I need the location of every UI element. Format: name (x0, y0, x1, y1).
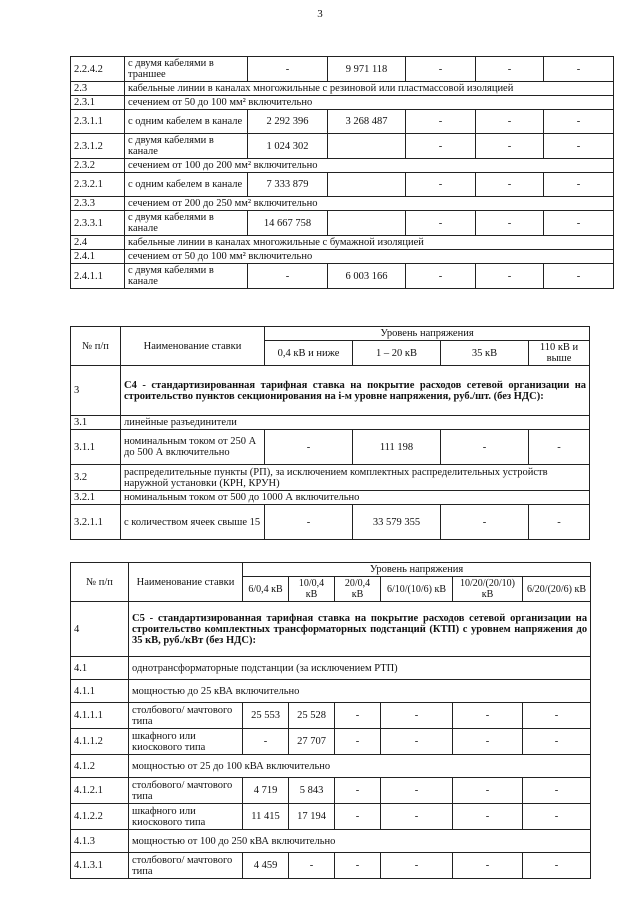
value-cell: - (335, 703, 381, 729)
row-number: 3 (71, 366, 121, 416)
value-cell: - (441, 430, 529, 465)
value-cell: 33 579 355 (353, 505, 441, 540)
value-cell: - (476, 173, 544, 197)
value-cell: 25 528 (289, 703, 335, 729)
section-heading: сечением от 50 до 100 мм² включительно (125, 96, 614, 110)
header-name: Наименование ставки (129, 563, 243, 602)
value-cell: - (523, 729, 591, 755)
section-heading: распределительные пункты (РП), за исключением комплектных распределительных устройств наружной установки (КРН, КРУН) (121, 465, 590, 491)
table-row (71, 657, 591, 680)
value-cell: - (453, 703, 523, 729)
table-row (71, 602, 591, 657)
rate-name: с двумя кабелями в канале (125, 134, 248, 159)
row-number: 4.1.2 (71, 755, 129, 778)
row-number: 4.1.1.1 (71, 703, 129, 729)
value-cell: - (406, 173, 476, 197)
value-cell: - (381, 729, 453, 755)
value-cell: 3 268 487 (328, 110, 406, 134)
value-cell: - (453, 778, 523, 804)
value-cell: - (406, 134, 476, 159)
value-cell: - (265, 430, 353, 465)
row-number: 3.1 (71, 416, 121, 430)
table-row (71, 57, 614, 82)
table-row (71, 236, 614, 250)
value-cell: - (381, 804, 453, 830)
value-cell: 17 194 (289, 804, 335, 830)
value-cell: 9 971 118 (328, 57, 406, 82)
row-number: 4.1 (71, 657, 129, 680)
table-row (71, 778, 591, 804)
table-row (71, 264, 614, 289)
value-cell: - (265, 505, 353, 540)
value-cell: - (335, 853, 381, 879)
rate-name: с двумя кабелями в канале (125, 211, 248, 236)
value-cell: - (523, 853, 591, 879)
cable-lines-table (70, 56, 614, 289)
row-number: 2.3 (71, 82, 125, 96)
rate-name: с одним кабелем в канале (125, 173, 248, 197)
rate-name: с двумя кабелями в траншее (125, 57, 248, 82)
header-voltage-level: Уровень напряжения (243, 563, 591, 577)
header-col: 6/10/(10/6) кВ (381, 577, 453, 602)
rate-name: столбового/ мачтового типа (129, 778, 243, 804)
value-cell: - (476, 57, 544, 82)
table-row (71, 110, 614, 134)
value-cell: 7 333 879 (248, 173, 328, 197)
value-cell: - (248, 57, 328, 82)
value-cell: 6 003 166 (328, 264, 406, 289)
value-cell: - (406, 264, 476, 289)
value-cell: - (406, 57, 476, 82)
value-cell: - (476, 211, 544, 236)
rate-name: с одним кабелем в канале (125, 110, 248, 134)
table-row (71, 82, 614, 96)
header-col: 1 – 20 кВ (353, 341, 441, 366)
row-number: 4.1.1.2 (71, 729, 129, 755)
row-number: 2.3.1 (71, 96, 125, 110)
value-cell: - (453, 804, 523, 830)
table-row (71, 211, 614, 236)
row-number: 3.2.1.1 (71, 505, 121, 540)
rate-name: с двумя кабелями в канале (125, 264, 248, 289)
section-heading: однотрансформаторные подстанции (за исключением РТП) (129, 657, 591, 680)
value-cell: - (453, 729, 523, 755)
section-heading: сечением от 100 до 200 мм² включительно (125, 159, 614, 173)
table-row (71, 703, 591, 729)
rate-name: столбового/ мачтового типа (129, 703, 243, 729)
header-num: № п/п (71, 327, 121, 366)
row-number: 3.1.1 (71, 430, 121, 465)
table-row (71, 505, 590, 540)
row-number: 2.3.2 (71, 159, 125, 173)
rate-name: столбового/ мачтового типа (129, 853, 243, 879)
table-row (71, 729, 591, 755)
value-cell: - (453, 853, 523, 879)
table-row (71, 465, 590, 491)
section-heading: линейные разъединители (121, 416, 590, 430)
value-cell: - (406, 211, 476, 236)
value-cell: - (529, 505, 590, 540)
header-col: 0,4 кВ и ниже (265, 341, 353, 366)
rate-title: С4 - стандартизированная тарифная ставка на покрытие расходов сетевой организации на строительство пунктов секционирования на i-м уровне напряжения, руб./шт. (без НДС): (121, 366, 590, 416)
value-cell: 14 667 758 (248, 211, 328, 236)
table-row (71, 96, 614, 110)
section-heading: сечением от 200 до 250 мм² включительно (125, 197, 614, 211)
value-cell: 111 198 (353, 430, 441, 465)
row-number: 4.1.1 (71, 680, 129, 703)
value-cell: - (381, 778, 453, 804)
value-cell: 25 553 (243, 703, 289, 729)
value-cell: - (289, 853, 335, 879)
value-cell: - (523, 703, 591, 729)
header-col: 6/20/(20/6) кВ (523, 577, 591, 602)
header-col: 20/0,4 кВ (335, 577, 381, 602)
table-row (71, 853, 591, 879)
row-number: 2.3.3 (71, 197, 125, 211)
header-col: 35 кВ (441, 341, 529, 366)
value-cell: - (441, 505, 529, 540)
value-cell: 2 292 396 (248, 110, 328, 134)
section-heading: кабельные линии в каналах многожильные с резиновой или пластмассовой изоляцией (125, 82, 614, 96)
value-cell: - (381, 853, 453, 879)
value-cell: 4 459 (243, 853, 289, 879)
row-number: 4.1.2.1 (71, 778, 129, 804)
value-cell: - (476, 134, 544, 159)
row-number: 4.1.2.2 (71, 804, 129, 830)
value-cell: - (248, 264, 328, 289)
rate-title: С5 - стандартизированная тарифная ставка на покрытие расходов сетевой организации на строительство комплектных трансформаторных подстанций (КТП) с уровнем напряжения до 35 кВ, руб./кВт (без НДС): (129, 602, 591, 657)
value-cell: - (544, 264, 614, 289)
value-cell: - (243, 729, 289, 755)
table-row (71, 366, 590, 416)
transformer-substations-table (70, 562, 591, 879)
page-number: 3 (317, 8, 323, 20)
rate-name: шкафного или киоскового типа (129, 729, 243, 755)
row-number: 3.2 (71, 465, 121, 491)
value-cell: - (544, 211, 614, 236)
value-cell: 5 843 (289, 778, 335, 804)
value-cell: - (544, 173, 614, 197)
value-cell: - (335, 778, 381, 804)
value-cell: - (544, 57, 614, 82)
value-cell (328, 173, 406, 197)
section-heading: мощностью до 25 кВА включительно (129, 680, 591, 703)
section-heading: мощностью от 25 до 100 кВА включительно (129, 755, 591, 778)
value-cell: 27 707 (289, 729, 335, 755)
header-col: 6/0,4 кВ (243, 577, 289, 602)
row-number: 4.1.3 (71, 830, 129, 853)
table-row (71, 830, 591, 853)
row-number: 2.3.3.1 (71, 211, 125, 236)
row-number: 2.4.1 (71, 250, 125, 264)
value-cell (328, 134, 406, 159)
value-cell: - (523, 778, 591, 804)
row-number: 2.4.1.1 (71, 264, 125, 289)
table-row (71, 134, 614, 159)
row-number: 3.2.1 (71, 491, 121, 505)
value-cell: - (381, 703, 453, 729)
table-row (71, 804, 591, 830)
row-number: 2.4 (71, 236, 125, 250)
value-cell: - (544, 110, 614, 134)
row-number: 2.3.2.1 (71, 173, 125, 197)
header-col: 110 кВ и выше (529, 341, 590, 366)
value-cell: - (544, 134, 614, 159)
table-row (71, 430, 590, 465)
row-number: 2.3.1.1 (71, 110, 125, 134)
header-voltage-level: Уровень напряжения (265, 327, 590, 341)
section-heading: мощностью от 100 до 250 кВА включительно (129, 830, 591, 853)
row-number: 2.2.4.2 (71, 57, 125, 82)
header-num: № п/п (71, 563, 129, 602)
row-number: 4 (71, 602, 129, 657)
value-cell: - (335, 729, 381, 755)
row-number: 2.3.1.2 (71, 134, 125, 159)
value-cell: - (476, 110, 544, 134)
value-cell: - (406, 110, 476, 134)
section-heading: кабельные линии в каналах многожильные с бумажной изоляцией (125, 236, 614, 250)
table-row (71, 416, 590, 430)
value-cell: - (476, 264, 544, 289)
table-row (71, 159, 614, 173)
value-cell: - (529, 430, 590, 465)
table-row (71, 250, 614, 264)
header-col: 10/20/(20/10) кВ (453, 577, 523, 602)
row-number: 4.1.3.1 (71, 853, 129, 879)
value-cell: - (523, 804, 591, 830)
section-heading: сечением от 50 до 100 мм² включительно (125, 250, 614, 264)
sectioning-points-table (70, 326, 590, 540)
table-row (71, 173, 614, 197)
header-name: Наименование ставки (121, 327, 265, 366)
table-row (71, 680, 591, 703)
table-row (71, 755, 591, 778)
value-cell: 11 415 (243, 804, 289, 830)
rate-name: номинальным током от 250 А до 500 А включительно (121, 430, 265, 465)
header-col: 10/0,4 кВ (289, 577, 335, 602)
rate-name: с количеством ячеек свыше 15 (121, 505, 265, 540)
value-cell (328, 211, 406, 236)
value-cell: - (335, 804, 381, 830)
section-heading: номинальным током от 500 до 1000 А включительно (121, 491, 590, 505)
table-row (71, 491, 590, 505)
value-cell: 1 024 302 (248, 134, 328, 159)
table-row (71, 197, 614, 211)
rate-name: шкафного или киоскового типа (129, 804, 243, 830)
value-cell: 4 719 (243, 778, 289, 804)
